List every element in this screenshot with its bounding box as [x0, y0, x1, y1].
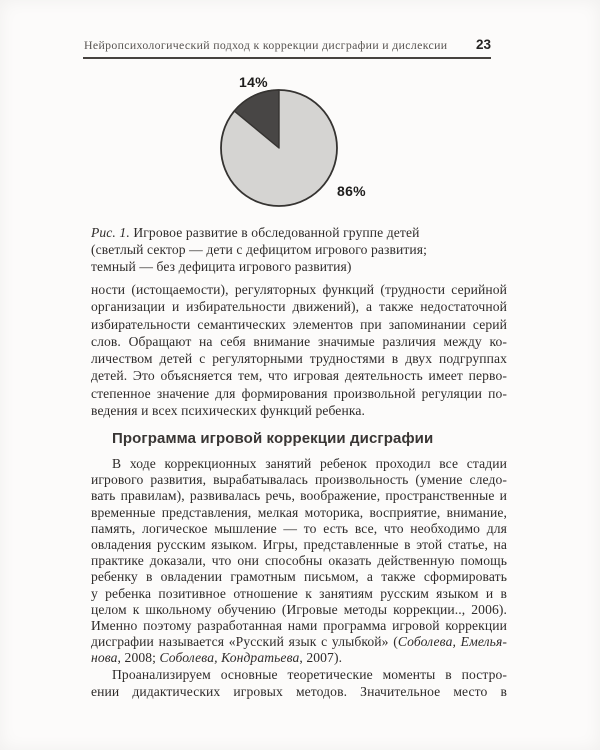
text-line: нова, 2008; Соболева, Кондратьева, 2007). [91, 650, 343, 666]
text-line: ребенку в овладении грамотным письмом, а также сформировать [91, 569, 507, 585]
page-number: 23 [475, 37, 491, 52]
paragraph-1 [91, 281, 507, 419]
pie-label-86: 86% [337, 183, 366, 199]
text-line: ведения и всех психических функций ребенка. [91, 403, 365, 419]
section-heading: Программа игровой коррекции дисграфии [112, 430, 434, 447]
page-header [84, 37, 491, 53]
text-line: детей. Это объясняется тем, что игровая деятельность имеет перво- [91, 368, 507, 384]
text-line: слов. Обращают на себя внимание значимые различия между ко- [91, 333, 507, 349]
text-line: организации и избирательности движений), а также недостаточной [91, 299, 507, 315]
paragraph-3 [91, 666, 507, 700]
paragraph-2 [91, 456, 507, 667]
text-line: целом к школьному обучению (Игровые методы коррекции.., 2006). [91, 601, 507, 617]
text-line: Именно поэтому разработанная нами программа игровой коррекции [91, 618, 507, 634]
text-line: память, логическое мышление — то есть все, что необходимо для [91, 520, 507, 536]
figure-caption [91, 224, 507, 275]
pie-chart [218, 87, 340, 209]
text-line: Рис. 1. Игровое развитие в обследованной группе детей [91, 225, 420, 240]
text-line: овладения русским языком. Игры, представленные в этой статье, на [91, 537, 507, 553]
text-line: личеством детей с регуляторными трудностями в двух подгруппах [91, 351, 507, 367]
text-line: ности (истощаемости), регуляторных функций (трудности серийной [91, 282, 507, 297]
pie-label-14: 14% [239, 74, 268, 90]
text-line: избирательности семантических элементов при запоминании серий [91, 316, 507, 332]
text-line: ении дидактических игровых методов. Значительное место в [91, 684, 507, 699]
header-rule [83, 57, 491, 59]
text-line: В ходе коррекционных занятий ребенок проходил все стадии [112, 456, 507, 471]
text-line: временные представления, мелкая моторика, восприятие, внимание, [91, 504, 507, 520]
text-line: игрового развития, вырабатывалась произвольность (умение следо- [91, 472, 507, 488]
text-line: (светлый сектор — дети с дефицитом игрового развития; [91, 242, 428, 257]
text-line: темный — без дефицита игрового развития) [91, 259, 352, 274]
text-line: практике доказали, что они способны оказать действенную помощь [91, 553, 507, 569]
text-line: дисграфии называется «Русский язык с улыбкой» (Соболева, Емелья- [91, 634, 507, 650]
text-line: вать правилам), развивалась речь, воображение, пространственные и [91, 488, 507, 504]
text-line: степенное значение для формирования произвольной регуляции по- [91, 385, 507, 401]
text-line: Проанализируем основные теоретические моменты в постро- [112, 667, 507, 682]
text-line: у ребенка позитивное отношение к занятиям русским языком и в [91, 585, 507, 601]
running-title: Нейропсихологический подход к коррекции дисграфии и дислексии [84, 38, 448, 52]
